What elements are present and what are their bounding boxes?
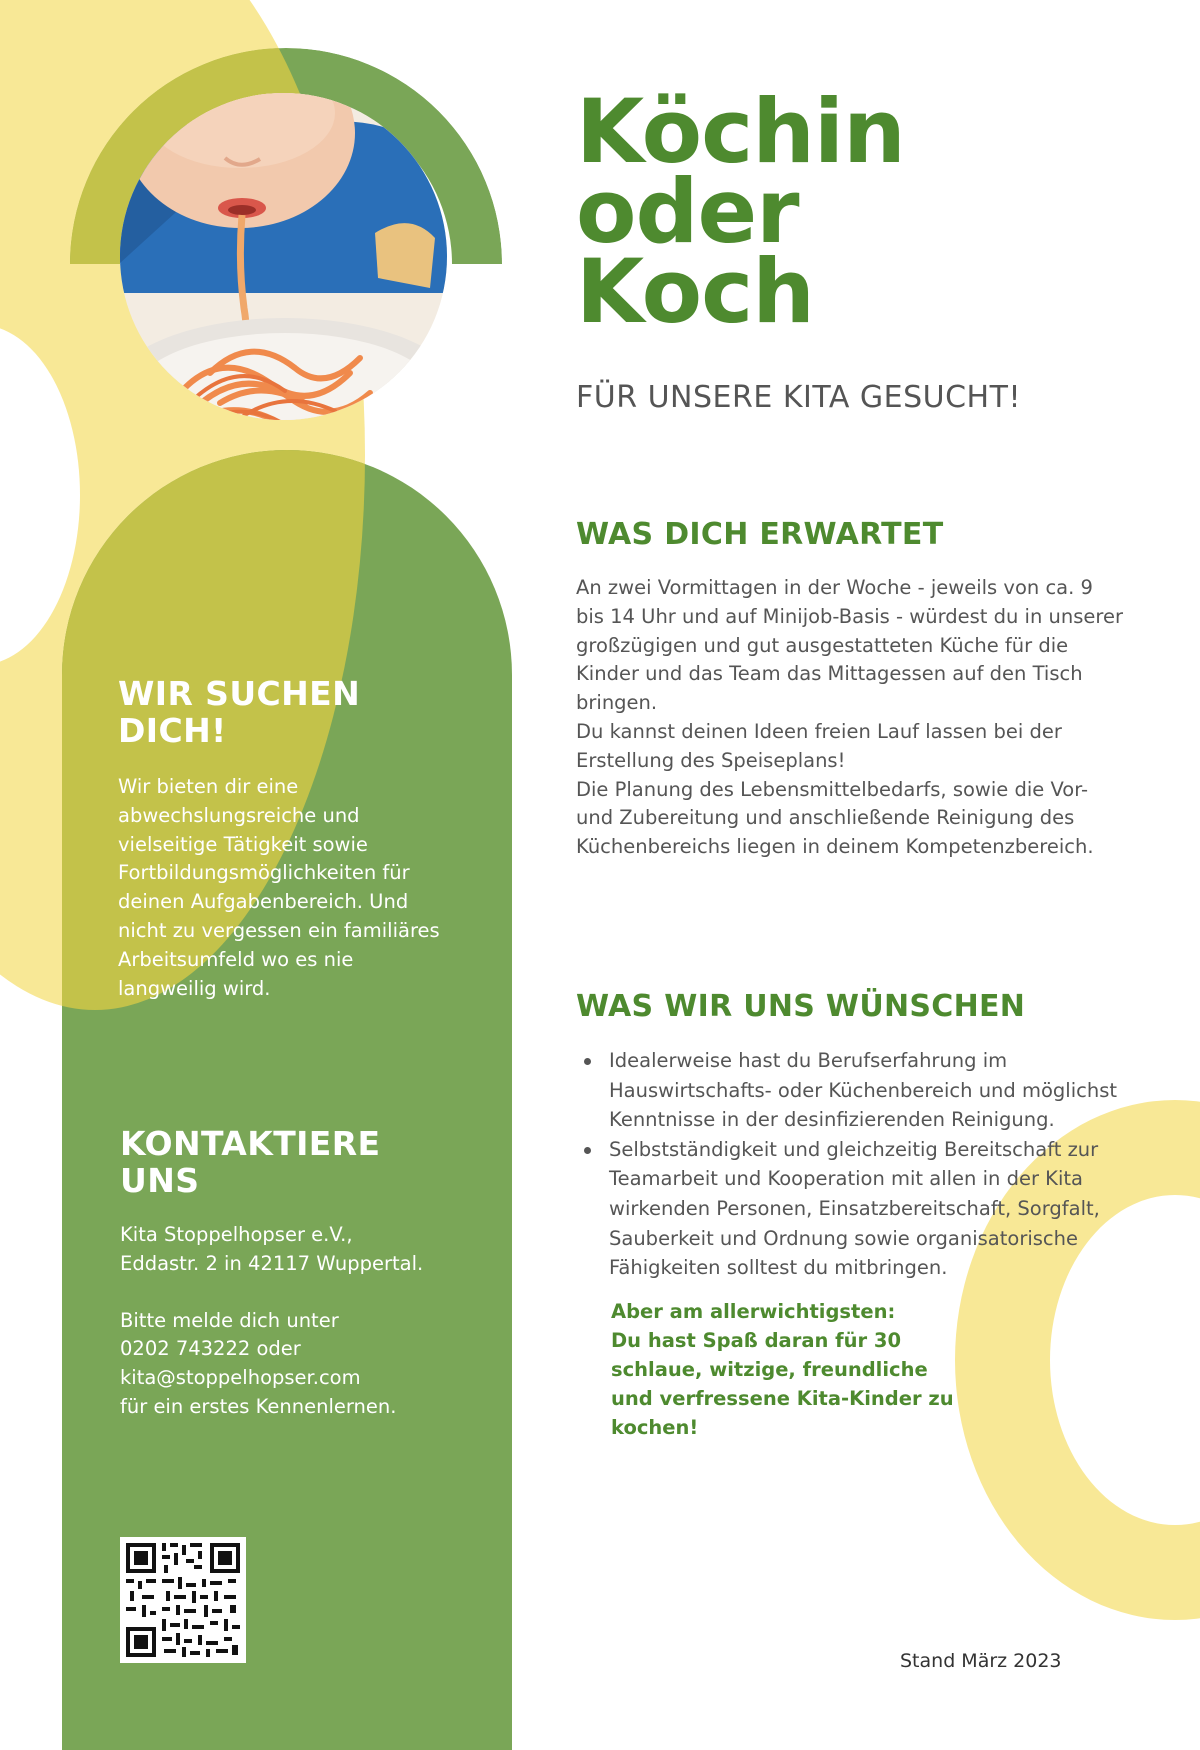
title-line: oder xyxy=(576,160,799,263)
seek-section xyxy=(118,675,498,1003)
text-line: nicht zu vergessen ein familiäres xyxy=(118,918,440,942)
seek-heading xyxy=(118,675,498,749)
text-line: langweilig wird. xyxy=(118,976,271,1000)
seek-body xyxy=(118,773,498,1003)
heading-line: UNS xyxy=(120,1161,200,1200)
text-line: vielseitige Tätigkeit sowie xyxy=(118,832,368,856)
text-line: Fähigkeiten solltest du mitbringen. xyxy=(609,1256,948,1280)
subtitle: FÜR UNSERE KITA GESUCHT! xyxy=(576,380,1021,415)
text-line: wirkenden Personen, Einsatzbereitschaft, Sorgfalt, xyxy=(609,1196,1100,1220)
contact-section xyxy=(120,1125,500,1422)
heading-line: DICH! xyxy=(118,711,227,750)
child-eating-spaghetti-photo xyxy=(120,93,447,420)
text-line: deinen Aufgabenbereich. Und xyxy=(118,890,409,914)
wishes-section xyxy=(576,989,1196,1442)
text-line: Teamarbeit und Kooperation mit allen in der Kita xyxy=(609,1167,1083,1191)
contact-address xyxy=(120,1221,500,1279)
text-line: Arbeitsumfeld wo es nie xyxy=(118,947,354,971)
text-line: Selbstständigkeit und gleichzeitig Bereitschaft zur xyxy=(609,1137,1099,1161)
qr-code-graphic xyxy=(120,1537,246,1663)
bullet-icon xyxy=(584,1147,591,1154)
text-line: Idealerweise hast du Berufserfahrung im xyxy=(609,1049,1008,1072)
text-line: An zwei Vormittagen in der Woche - jeweils von ca. 9 xyxy=(576,576,1093,599)
expect-body xyxy=(576,574,1176,862)
text-line: und Zubereitung und anschließende Reinigung des xyxy=(576,806,1075,830)
text-line: Wir bieten dir eine xyxy=(118,775,299,798)
email-link[interactable]: kita@stoppelhopser.com xyxy=(120,1366,361,1390)
text-line: Du kannst deinen Ideen freien Lauf lassen bei der xyxy=(576,719,1062,743)
text-line: Küchenbereichs liegen in deinem Kompetenzbereich. xyxy=(576,835,1094,859)
text-line: Eddastr. 2 in 42117 Wuppertal. xyxy=(120,1251,424,1275)
highlight-text xyxy=(611,1297,1196,1442)
list-item xyxy=(576,1135,1196,1283)
expect-section xyxy=(576,517,1176,862)
text-line: Bitte melde dich unter xyxy=(120,1308,339,1332)
text-line: Sauberkeit und Ordnung sowie organisatorische xyxy=(609,1226,1078,1250)
text-line: Fortbildungsmöglichkeiten für xyxy=(118,861,410,885)
stand-date: Stand März 2023 xyxy=(900,1650,1062,1672)
text-line: Aber am allerwichtigsten: xyxy=(611,1299,896,1323)
text-line: Kenntnisse in der desinfizierenden Reinigung. xyxy=(609,1108,1055,1132)
text-line: bringen. xyxy=(576,691,658,715)
expect-heading: WAS DICH ERWARTET xyxy=(576,517,944,552)
list-item xyxy=(576,1046,1196,1135)
heading-line: WIR SUCHEN xyxy=(118,674,361,713)
contact-heading xyxy=(120,1125,500,1199)
title-line: Köchin xyxy=(576,80,905,183)
text-line: großzügigen und gut ausgestatteten Küche für die xyxy=(576,633,1069,657)
text-line: Du hast Spaß daran für 30 xyxy=(611,1328,902,1352)
text-line: kochen! xyxy=(611,1415,699,1439)
title-line: Koch xyxy=(576,240,814,343)
text-line: Erstellung des Speiseplans! xyxy=(576,748,846,772)
text-line: Hauswirtschafts- oder Küchenbereich und möglichst xyxy=(609,1078,1118,1102)
text-line: Kinder und das Team das Mittagessen auf den Tisch xyxy=(576,662,1083,686)
phone-number: 0202 743222 oder xyxy=(120,1337,301,1361)
text-line: schlaue, witzige, freundliche xyxy=(611,1357,928,1381)
qr-code-icon[interactable] xyxy=(120,1537,246,1663)
heading-line: KONTAKTIERE xyxy=(120,1124,381,1163)
text-line: für ein erstes Kennenlernen. xyxy=(120,1394,397,1418)
text-line: und verfressene Kita-Kinder zu xyxy=(611,1386,954,1410)
text-line: Kita Stoppelhopser e.V., xyxy=(120,1223,353,1246)
page-title xyxy=(576,80,905,343)
wishes-heading: WAS WIR UNS WÜNSCHEN xyxy=(576,989,1026,1024)
text-line: bis 14 Uhr und auf Minijob-Basis - würdest du in unserer xyxy=(576,604,1124,628)
bullet-icon xyxy=(584,1058,591,1065)
wishes-list xyxy=(576,1046,1196,1283)
text-line: Die Planung des Lebensmittelbedarfs, sowie die Vor- xyxy=(576,777,1089,801)
text-line: abwechslungsreiche und xyxy=(118,803,360,827)
contact-call xyxy=(120,1307,500,1422)
